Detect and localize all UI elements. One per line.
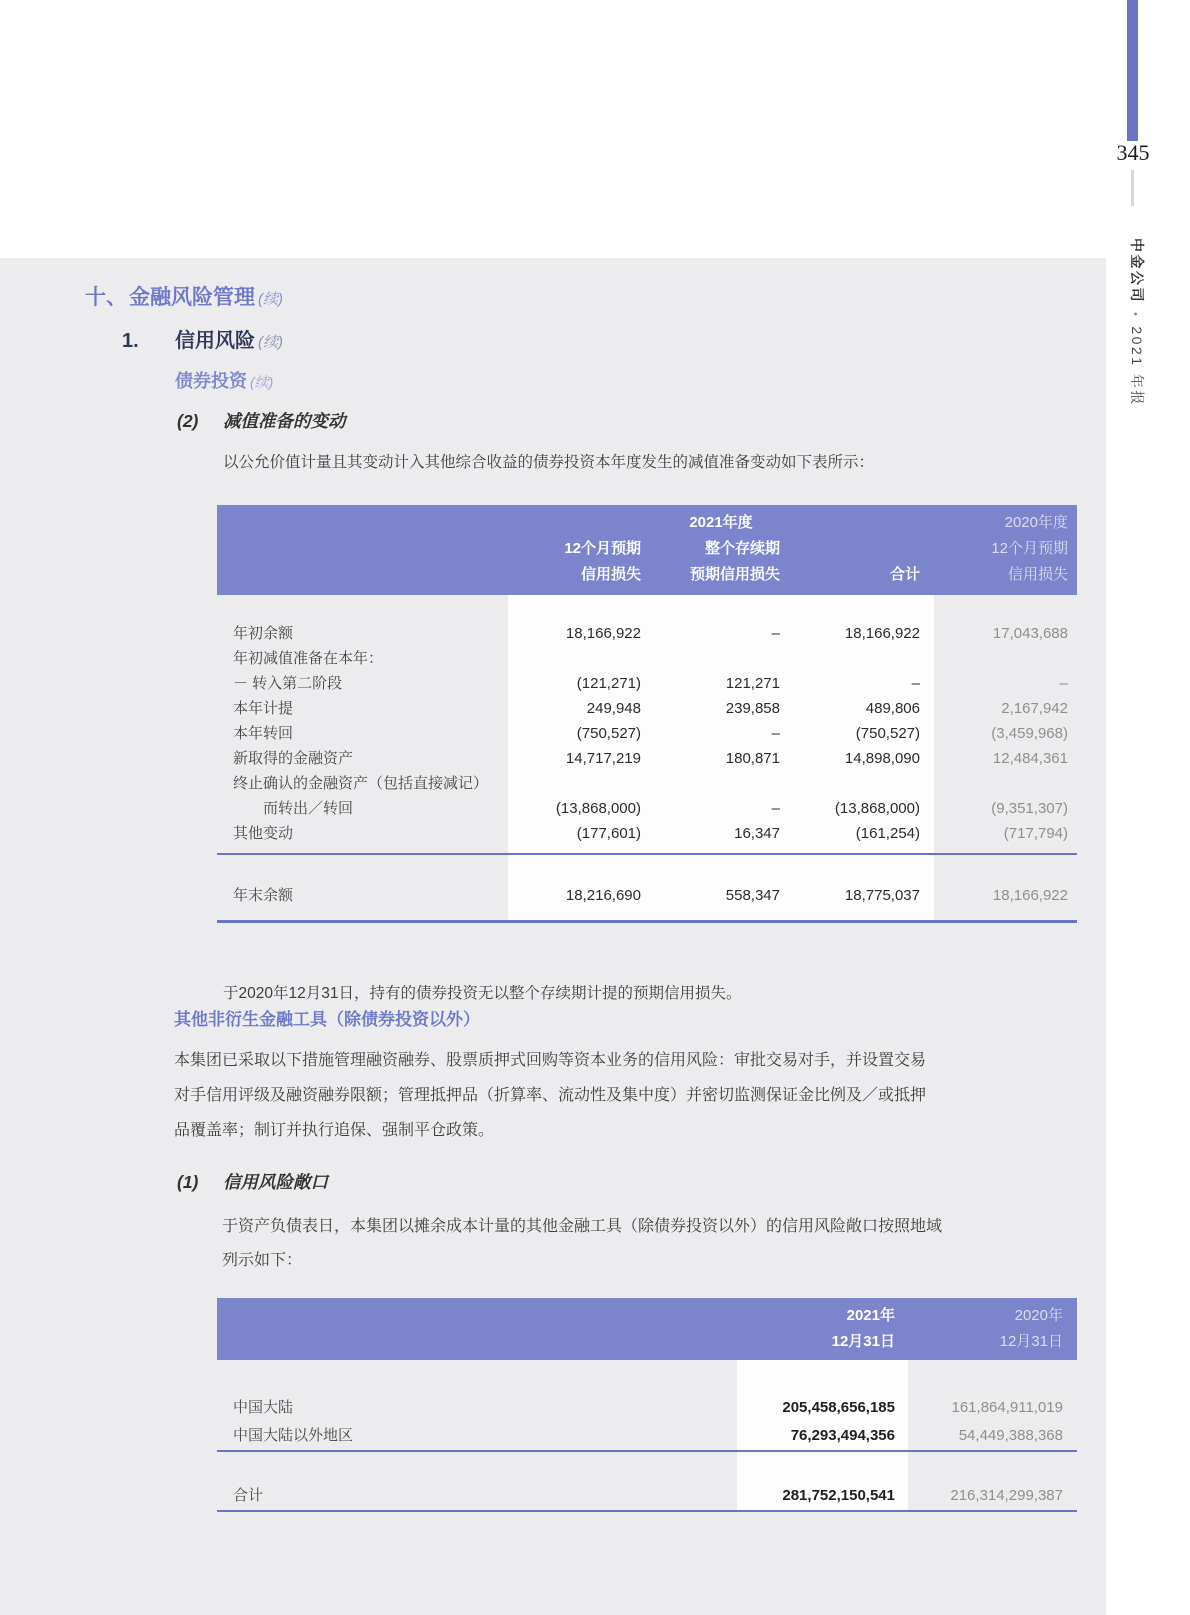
cell-2020: (3,459,968): [991, 725, 1068, 742]
report-year: 2021 年报: [1129, 326, 1145, 407]
row-label: 年末余额: [233, 887, 294, 904]
cell-12m-ecl: 14,717,219: [565, 750, 641, 767]
table-row: [217, 821, 1077, 846]
row-label: 年初余额: [233, 625, 294, 642]
cell-12m-ecl: (177,601): [576, 825, 641, 842]
bond-investment-heading: [175, 368, 273, 395]
impairment-change-title: 减值准备的变动: [223, 411, 346, 431]
cell-12m-ecl: 18,216,690: [565, 887, 641, 904]
table1-header: [217, 505, 1077, 595]
page-number-tick: [1131, 170, 1134, 206]
cell-2020: [920, 646, 1077, 671]
measures-paragraph: [174, 1043, 1054, 1148]
table-row: [217, 646, 1077, 671]
cell-12m-ecl: [508, 646, 641, 671]
table-row: [217, 1422, 1077, 1450]
row-label: 其他变动: [233, 825, 294, 842]
paragraph-line: 于资产负债表日，本集团以摊余成本计量的其他金融工具（除债券投资以外）的信用风险敞口按照地域: [222, 1218, 943, 1235]
page-number: 345: [1116, 140, 1150, 165]
table1-col1-header-line1: 12个月预期: [564, 540, 641, 557]
cell-total: –: [911, 675, 920, 692]
credit-exposure-title: 信用风险敞口: [223, 1172, 328, 1192]
section-title: 金融风险管理: [129, 286, 255, 309]
cell-2020: (717,794): [1003, 825, 1068, 842]
table2-2020-line1: 2020年: [1014, 1307, 1063, 1324]
table-row: [217, 696, 1077, 721]
section-index: 十、: [85, 286, 127, 309]
table1-col2-header-line1: 整个存续期: [704, 540, 780, 557]
bullet-separator: •: [1129, 312, 1141, 319]
cell-lifetime-ecl: 121,271: [725, 675, 780, 692]
cell-2021: 205,458,656,185: [782, 1399, 895, 1416]
table1-col2-header-line2: 预期信用损失: [689, 566, 780, 583]
impairment-change-index: (2): [177, 411, 199, 431]
cell-total: 14,898,090: [844, 750, 920, 767]
cell-lifetime-ecl: [641, 771, 780, 796]
cell-total: [780, 646, 920, 671]
table-row: [217, 746, 1077, 771]
table1-bottom-rule: [217, 920, 1077, 923]
cell-lifetime-ecl: 180,871: [725, 750, 780, 767]
cell-12m-ecl: 18,166,922: [565, 625, 641, 642]
intro-paragraph: 以公允价值计量且其变动计入其他综合收益的债券投资本年度发生的减值准备变动如下表所示：: [223, 454, 875, 471]
cell-lifetime-ecl: –: [771, 725, 780, 742]
credit-exposure-index: (1): [177, 1172, 199, 1192]
impairment-provision-table: [217, 505, 1077, 1013]
row-label: 本年计提: [233, 700, 294, 717]
cell-2021: 281,752,150,541: [782, 1487, 895, 1504]
cell-total: [780, 771, 920, 796]
impairment-change-heading: [177, 407, 346, 435]
report-vertical-title: [1126, 238, 1146, 407]
company-name: 中金公司: [1129, 238, 1145, 304]
table-row: [217, 621, 1077, 646]
cell-12m-ecl: (750,527): [576, 725, 641, 742]
exposure-by-region-table: [217, 1298, 1077, 1512]
cell-total: 489,806: [865, 700, 920, 717]
cell-lifetime-ecl: 239,858: [725, 700, 780, 717]
bond-investment-title: 债券投资: [175, 371, 247, 391]
bond-investment-continued: (续): [250, 374, 274, 390]
cell-2020: 161,864,911,019: [951, 1399, 1063, 1416]
cell-total: 18,775,037: [844, 887, 920, 904]
cell-lifetime-ecl: –: [771, 800, 780, 817]
table1-col4-header-line2: 信用损失: [1007, 566, 1068, 583]
other-instruments-heading: 其他非衍生金融工具（除债券投资以外）: [174, 1010, 480, 1029]
cell-lifetime-ecl: [641, 646, 780, 671]
cell-total: (750,527): [855, 725, 920, 742]
cell-total: 18,166,922: [844, 625, 920, 642]
table2-2021-line1: 2021年: [846, 1307, 895, 1324]
row-label: 而转出／转回: [263, 800, 354, 817]
paragraph-line: 本集团已采取以下措施管理融资融券、股票质押式回购等资本业务的信用风险：审批交易对手，并设置交易: [174, 1052, 927, 1069]
credit-exposure-heading: [177, 1168, 328, 1196]
table1-col4-header-line1: 12个月预期: [991, 540, 1068, 557]
cell-12m-ecl: (121,271): [576, 675, 641, 692]
table1-body: [217, 595, 1077, 923]
cell-2020: 2,167,942: [1001, 700, 1068, 717]
table1-subtotal-rule: [217, 853, 1077, 855]
cell-12m-ecl: [508, 771, 641, 796]
row-label: 中国大陆: [233, 1399, 294, 1416]
table-row: [217, 1394, 1077, 1422]
row-label: 新取得的金融资产: [233, 750, 354, 767]
table2-header: [217, 1298, 1077, 1360]
exposure-paragraph: [222, 1210, 1082, 1278]
cell-lifetime-ecl: 16,347: [734, 825, 780, 842]
section-continued: (续): [258, 291, 283, 308]
cell-2020: 216,314,299,387: [950, 1487, 1063, 1504]
table1-period-2020: 2020年度: [1004, 514, 1068, 531]
table2-total-row: [217, 1482, 1077, 1510]
cell-12m-ecl: (13,868,000): [555, 800, 641, 817]
row-label: 合计: [233, 1487, 264, 1504]
paragraph-line: 列示如下：: [222, 1252, 303, 1269]
table-row: [217, 671, 1077, 696]
cell-2020: 54,449,388,368: [958, 1427, 1063, 1444]
cell-2021: 76,293,494,356: [790, 1427, 895, 1444]
subsection-index: 1.: [122, 330, 139, 352]
table1-col1-header-line2: 信用损失: [580, 566, 641, 583]
subsection-continued: (续): [258, 334, 283, 351]
cell-2020: –: [1059, 675, 1068, 692]
cell-2020: 18,166,922: [992, 887, 1068, 904]
cell-2020: 17,043,688: [992, 625, 1068, 642]
table2-2020-line2: 12月31日: [999, 1333, 1063, 1350]
section-heading: [85, 283, 283, 315]
cell-12m-ecl: 249,948: [586, 700, 641, 717]
row-label: 本年转回: [233, 725, 294, 742]
cell-2020: [920, 771, 1077, 796]
subsection-title: 信用风险: [175, 330, 255, 352]
table-row: [217, 771, 1077, 796]
page-edge-accent-bar: [1127, 0, 1138, 141]
table1-total-row: [217, 883, 1077, 908]
cell-total: (13,868,000): [834, 800, 920, 817]
row-label: － 转入第二阶段: [233, 675, 343, 692]
row-label: 中国大陆以外地区: [233, 1427, 354, 1444]
cell-lifetime-ecl: –: [771, 625, 780, 642]
table2-body: [217, 1360, 1077, 1512]
cell-total: (161,254): [855, 825, 920, 842]
subsection-heading: [122, 327, 283, 357]
note-paragraph: 于2020年12月31日，持有的债券投资无以整个存续期计提的预期信用损失。: [223, 985, 742, 1002]
paragraph-line: 对手信用评级及融资融券限额；管理抵押品（折算率、流动性及集中度）并密切监测保证金比例及／或抵押: [174, 1087, 927, 1104]
table2-subtotal-rule: [217, 1450, 1077, 1452]
cell-2020: 12,484,361: [992, 750, 1068, 767]
row-label: 终止确认的金融资产（包括直接减记）: [233, 775, 489, 792]
table-row: [217, 721, 1077, 746]
row-label: 年初减值准备在本年：: [233, 650, 384, 667]
table2-2021-line2: 12月31日: [831, 1333, 895, 1350]
cell-2020: (9,351,307): [991, 800, 1068, 817]
table1-col3-header: 合计: [889, 566, 920, 583]
table-row: [217, 796, 1077, 821]
table2-bottom-rule: [217, 1510, 1077, 1512]
cell-lifetime-ecl: 558,347: [725, 887, 780, 904]
paragraph-line: 品覆盖率；制订并执行追保、强制平仓政策。: [174, 1122, 495, 1139]
table1-period-2021: 2021年度: [689, 514, 753, 531]
